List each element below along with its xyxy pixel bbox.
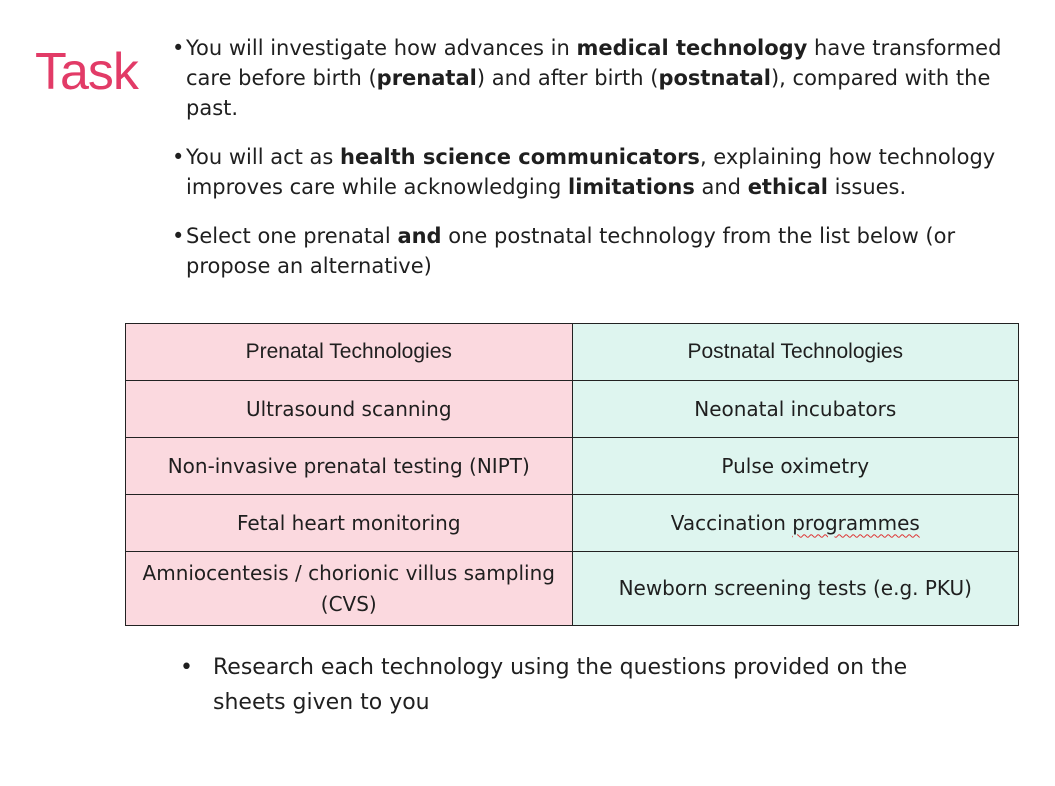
bullet-investigate bbox=[172, 33, 1032, 123]
bold-term: prenatal bbox=[376, 66, 477, 90]
bullet-communicators bbox=[172, 142, 1032, 202]
bullet-marker: • bbox=[172, 224, 185, 248]
spellcheck-flagged-word[interactable]: programmes bbox=[792, 510, 920, 535]
bullet-marker: • bbox=[172, 145, 185, 169]
bold-term: ethical bbox=[747, 175, 828, 199]
slide-title: Task bbox=[35, 43, 138, 101]
prenatal-cell: Amniocentesis / chorionic villus sampling (CVS) bbox=[126, 552, 573, 626]
table-row bbox=[126, 438, 1019, 495]
bullet-marker: • bbox=[172, 36, 185, 60]
task-bullet-list bbox=[172, 33, 1032, 300]
bullet-select bbox=[172, 221, 1032, 281]
table-row bbox=[126, 495, 1019, 552]
bold-term: medical technology bbox=[576, 36, 808, 60]
text-span: You will investigate how advances in bbox=[186, 36, 577, 60]
text-span: have transformed care before birth ( bbox=[186, 36, 1002, 90]
text-span: one postnatal technology from the list below (or propose an alternative) bbox=[186, 224, 956, 278]
technologies-table bbox=[125, 323, 1019, 626]
research-bullet bbox=[180, 650, 940, 720]
bold-term: limitations bbox=[568, 175, 695, 199]
text-span: issues. bbox=[827, 175, 907, 199]
table-row bbox=[126, 552, 1019, 626]
table-row bbox=[126, 381, 1019, 438]
text-span: ), compared with the past. bbox=[186, 66, 991, 120]
bold-term: postnatal bbox=[658, 66, 771, 90]
text-span: Select one prenatal bbox=[186, 224, 398, 248]
prenatal-cell: Fetal heart monitoring bbox=[126, 495, 573, 552]
text-span: You will act as bbox=[186, 145, 341, 169]
text-span: ) and after birth ( bbox=[476, 66, 659, 90]
text-span: and bbox=[694, 175, 748, 199]
bullet-text bbox=[186, 36, 1001, 120]
header-postnatal: Postnatal Technologies bbox=[572, 324, 1019, 381]
bullet-text bbox=[186, 224, 955, 278]
header-prenatal: Prenatal Technologies bbox=[126, 324, 573, 381]
postnatal-cell bbox=[572, 495, 1019, 552]
text-span: , explaining how technology improves care while acknowledging bbox=[186, 145, 996, 199]
postnatal-cell: Pulse oximetry bbox=[572, 438, 1019, 495]
prenatal-cell: Ultrasound scanning bbox=[126, 381, 573, 438]
table-header-row bbox=[126, 324, 1019, 381]
bullet-text bbox=[186, 145, 995, 199]
bold-term: health science communicators bbox=[340, 145, 700, 169]
postnatal-cell-text: Vaccination bbox=[670, 510, 793, 535]
research-text: Research each technology using the questions provided on the sheets given to you bbox=[213, 655, 908, 715]
prenatal-cell: Non-invasive prenatal testing (NIPT) bbox=[126, 438, 573, 495]
bold-term: and bbox=[397, 224, 442, 248]
postnatal-cell: Neonatal incubators bbox=[572, 381, 1019, 438]
bullet-marker: • bbox=[180, 655, 193, 680]
postnatal-cell: Newborn screening tests (e.g. PKU) bbox=[572, 552, 1019, 626]
